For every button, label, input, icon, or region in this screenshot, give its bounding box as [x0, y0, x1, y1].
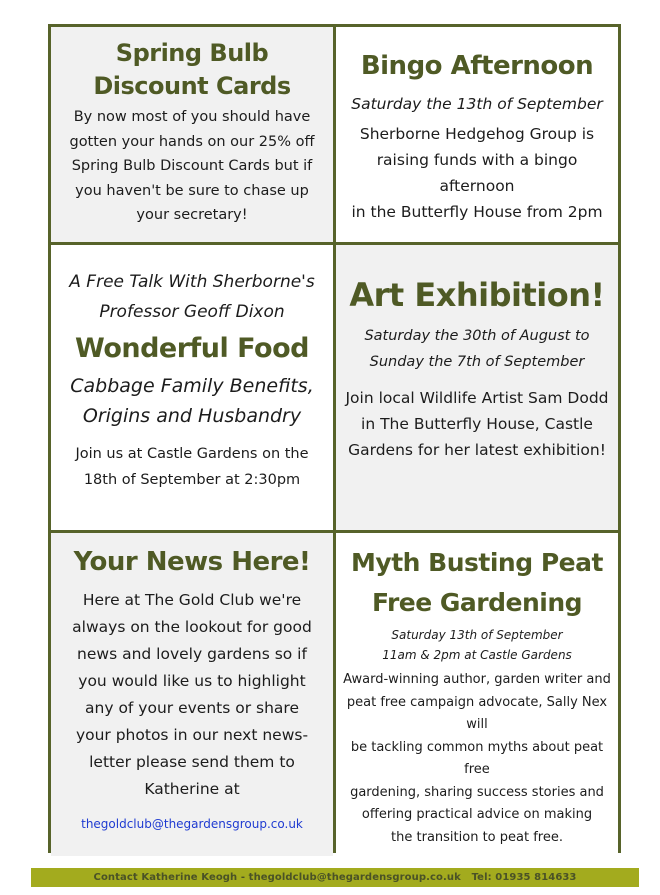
spring-bulb-title [59, 37, 325, 103]
body-line: Here at The Gold Club we're [82, 591, 302, 609]
art-exhibition-panel [336, 245, 618, 530]
bingo-panel [336, 27, 618, 242]
peat-date [340, 625, 614, 665]
news-panel [51, 533, 333, 856]
body-line: gotten your hands on our 25% off [69, 133, 315, 150]
body-line: in the Butterfly House from 2pm [351, 203, 603, 221]
date-line: Saturday 13th of September [391, 628, 563, 642]
talk-subtitle [59, 267, 325, 327]
body-line: raising funds with a bingo afternoon [376, 151, 578, 195]
email-link[interactable]: thegoldclub@thegardensgroup.co.uk [81, 817, 303, 831]
body-line: news and lovely gardens so if [77, 645, 307, 663]
footer-text: Contact Katherine Keogh - thegoldclub@thegardensgroup.co.uk Tel: 01935 814633 [93, 872, 577, 883]
title-line: Spring Bulb [115, 39, 269, 67]
topic-line: Cabbage Family Benefits, [70, 375, 314, 397]
topic-line: Origins and Husbandry [82, 405, 302, 427]
body-line: gardening, sharing success stories and [350, 784, 604, 800]
subtitle-line: A Free Talk With Sherborne's [69, 272, 315, 292]
body-line: you haven't be sure to chase up [75, 182, 309, 199]
body-line: in The Butterfly House, Castle [361, 415, 593, 433]
body-line: be tackling common myths about peat free [350, 739, 604, 777]
bingo-date: Saturday the 13th of September [351, 95, 603, 113]
title-line: Myth Busting Peat [351, 548, 603, 577]
body-line: peat free campaign advocate, Sally Nex will [346, 694, 608, 732]
body-line: By now most of you should have [73, 109, 311, 125]
title-line: Discount Cards [93, 72, 291, 100]
art-date [342, 323, 612, 375]
peat-title [340, 543, 614, 623]
contact-footer [31, 868, 639, 887]
body-line: always on the lookout for good [72, 618, 312, 636]
body-line: Sherborne Hedgehog Group is [359, 125, 595, 143]
body-line: Katherine at [144, 780, 240, 798]
date-line: 11am & 2pm at Castle Gardens [382, 648, 572, 662]
body-line: any of your events or share [85, 699, 299, 717]
bingo-title: Bingo Afternoon [360, 51, 594, 81]
body-line: 18th of September at 2:30pm [83, 472, 301, 488]
bingo-body [342, 121, 612, 225]
events-grid [48, 24, 621, 853]
news-title: Your News Here! [73, 547, 311, 577]
date-line: Sunday the 7th of September [369, 354, 585, 370]
talk-body [59, 441, 325, 493]
body-line: your photos in our next news- [75, 726, 309, 744]
title-line: Free Gardening [371, 588, 583, 617]
body-line: Spring Bulb Discount Cards but if [71, 158, 313, 174]
talk-panel [51, 245, 333, 530]
body-line: the transition to peat free. [391, 829, 563, 845]
body-line: you would like us to highlight [78, 672, 306, 690]
spring-bulb-panel [51, 27, 333, 242]
art-title: Art Exhibition! [349, 276, 605, 314]
body-line: Join us at Castle Gardens on the [75, 446, 309, 462]
body-line: your secretary! [136, 207, 248, 223]
talk-title: Wonderful Food [75, 333, 309, 364]
peat-free-panel [336, 533, 618, 856]
art-body [342, 385, 612, 463]
body-line: letter please send them to [89, 753, 295, 771]
news-body [57, 587, 327, 803]
body-line: Gardens for her latest exhibition! [348, 441, 606, 459]
peat-body [340, 669, 614, 849]
body-line: Join local Wildlife Artist Sam Dodd [345, 389, 609, 407]
subtitle-line: Professor Geoff Dixon [99, 302, 285, 322]
spring-bulb-body [59, 105, 325, 228]
talk-topic [59, 371, 325, 431]
body-line: Award-winning author, garden writer and [343, 672, 611, 687]
body-line: offering practical advice on making [361, 807, 593, 822]
date-line: Saturday the 30th of August to [364, 328, 590, 344]
